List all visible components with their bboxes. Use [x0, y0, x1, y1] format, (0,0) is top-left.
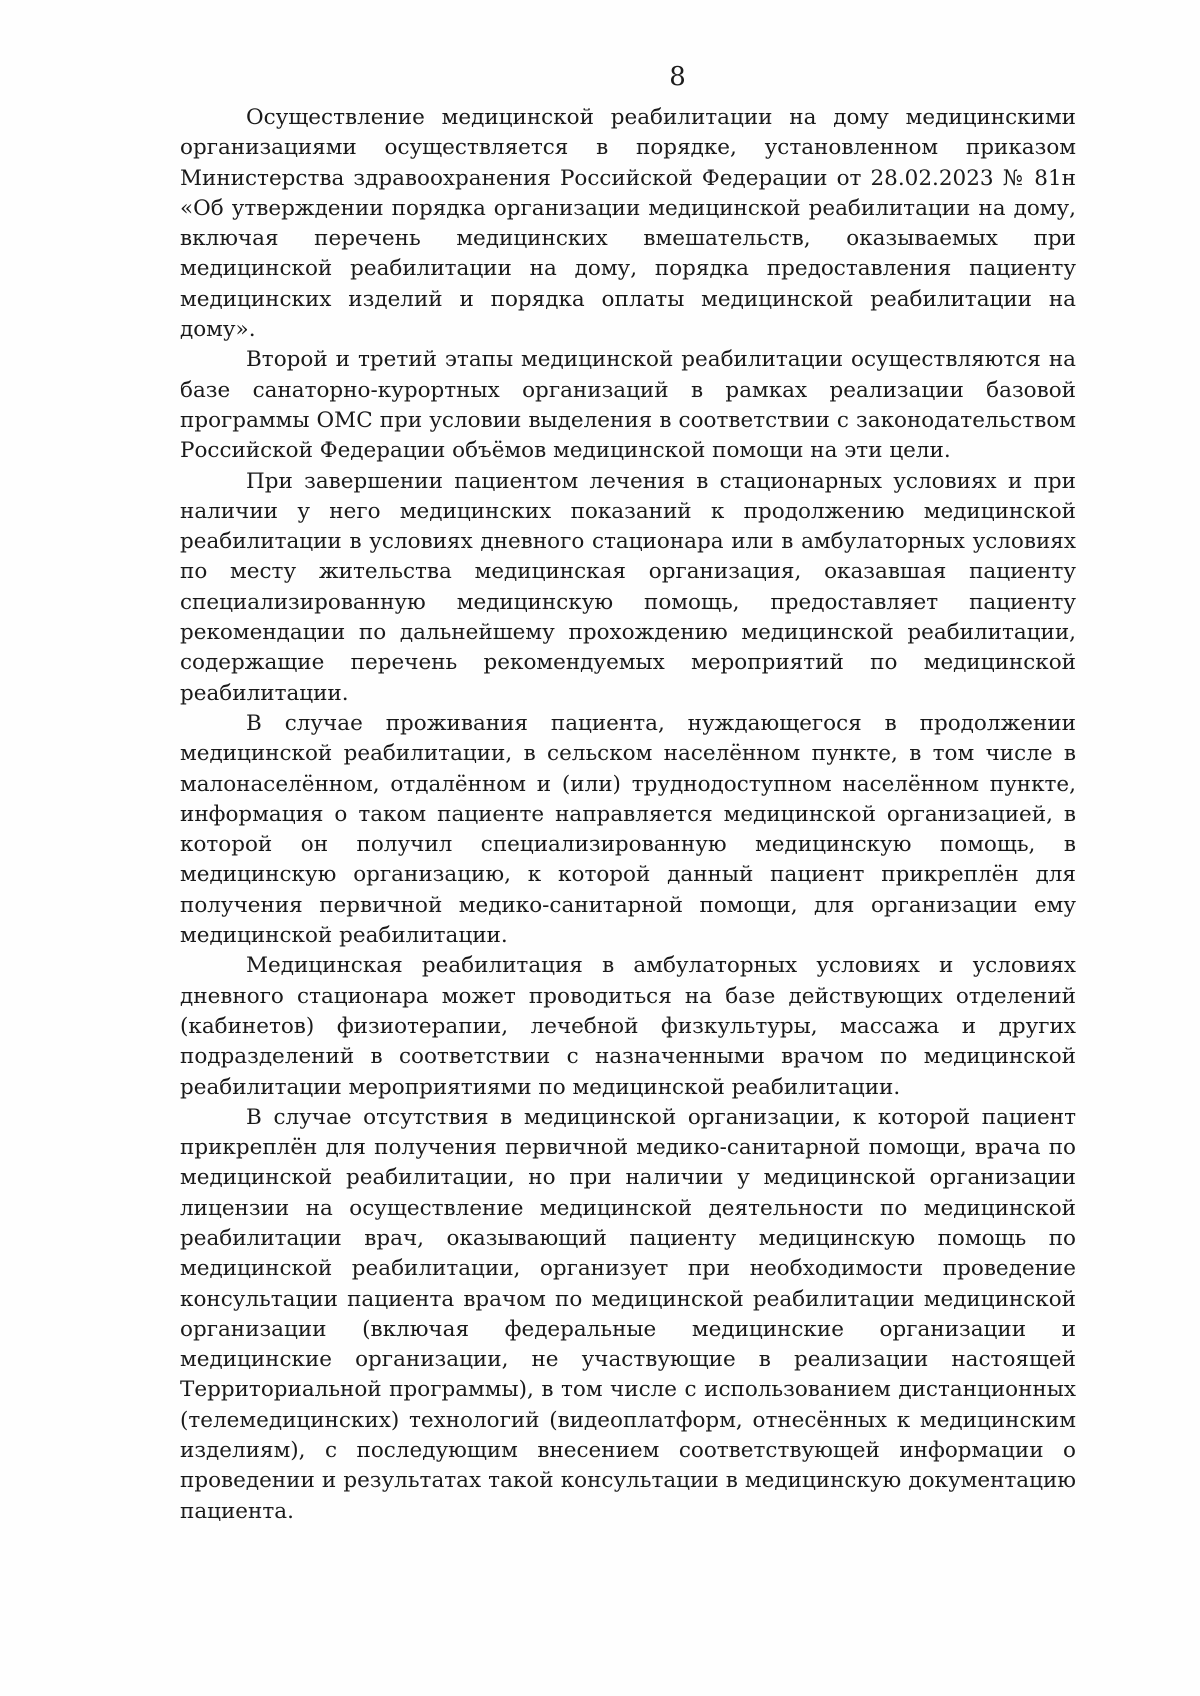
- paragraph-outpatient-rehabilitation: Медицинская реабилитация в амбулаторных условиях и условиях дневного стационара может проводиться на базе действующих отделений (кабинетов) физиотерапии, лечебной физкультуры, массажа и других подразделений в соответствии с назначенными врачом по медицинской реабилитации мероприятиями по медицинской реабилитации.: [180, 953, 1076, 1100]
- paragraph-telemedicine-consultation: В случае отсутствия в медицинской организации, к которой пациент прикреплён для получения первичной медико-санитарной помощи, врача по медицинской реабилитации, но при наличии у медицинской организации лицензии на осуществление медицинской деятельности по медицинской реабилитации врач, оказывающий пациенту медицинскую помощь по медицинской реабилитации, организует при необходимости проведение консультации пациента врачом по медицинской реабилитации медицинской организации (включая федеральные медицинские организации и медицинские организации, не участвующие в реализации настоящей Территориальной программы), в том числе с использованием дистанционных (телемедицинских) технологий (видеоплатформ, отнесённых к медицинским изделиям), с последующим внесением соответствующей информации о проведении и результатах такой консультации в медицинскую документацию пациента.: [180, 1104, 1076, 1524]
- page-number: 8: [669, 62, 686, 92]
- paragraph-second-third-stages: Второй и третий этапы медицинской реабилитации осуществляются на базе санаторно-курортных организаций в рамках реализации базовой программы ОМС при условии выделения в соответствии с законодательством Российской Федерации объёмов медицинской помощи на эти цели.: [180, 347, 1076, 464]
- document-body: [180, 103, 1076, 1527]
- paragraph-rural-residence: В случае проживания пациента, нуждающегося в продолжении медицинской реабилитации, в сельском населённом пункте, в том числе в малонаселённом, отдалённом и (или) труднодоступном населённом пункте, информация о таком пациенте направляется медицинской организацией, в которой он получил специализированную медицинскую помощь, в медицинскую организацию, к которой данный пациент прикреплён для получения первичной медико-санитарной помощи, для организации ему медицинской реабилитации.: [180, 710, 1076, 949]
- paragraph-home-rehabilitation: Осуществление медицинской реабилитации на дому медицинскими организациями осуществляется в порядке, установленном приказом Министерства здравоохранения Российской Федерации от 28.02.2023 № 81н «Об утверждении порядка организации медицинской реабилитации на дому, включая перечень медицинских вмешательств, оказываемых при медицинской реабилитации на дому, порядка предоставления пациенту медицинских изделий и порядка оплаты медицинской реабилитации на дому».: [180, 105, 1076, 343]
- paragraph-treatment-completion: При завершении пациентом лечения в стационарных условиях и при наличии у него медицинских показаний к продолжению медицинской реабилитации в условиях дневного стационара или в амбулаторных условиях по месту жительства медицинская организация, оказавшая пациенту специализированную медицинскую помощь, предоставляет пациенту рекомендации по дальнейшему прохождению медицинской реабилитации, содержащие перечень рекомендуемых мероприятий по медицинской реабилитации.: [180, 468, 1076, 706]
